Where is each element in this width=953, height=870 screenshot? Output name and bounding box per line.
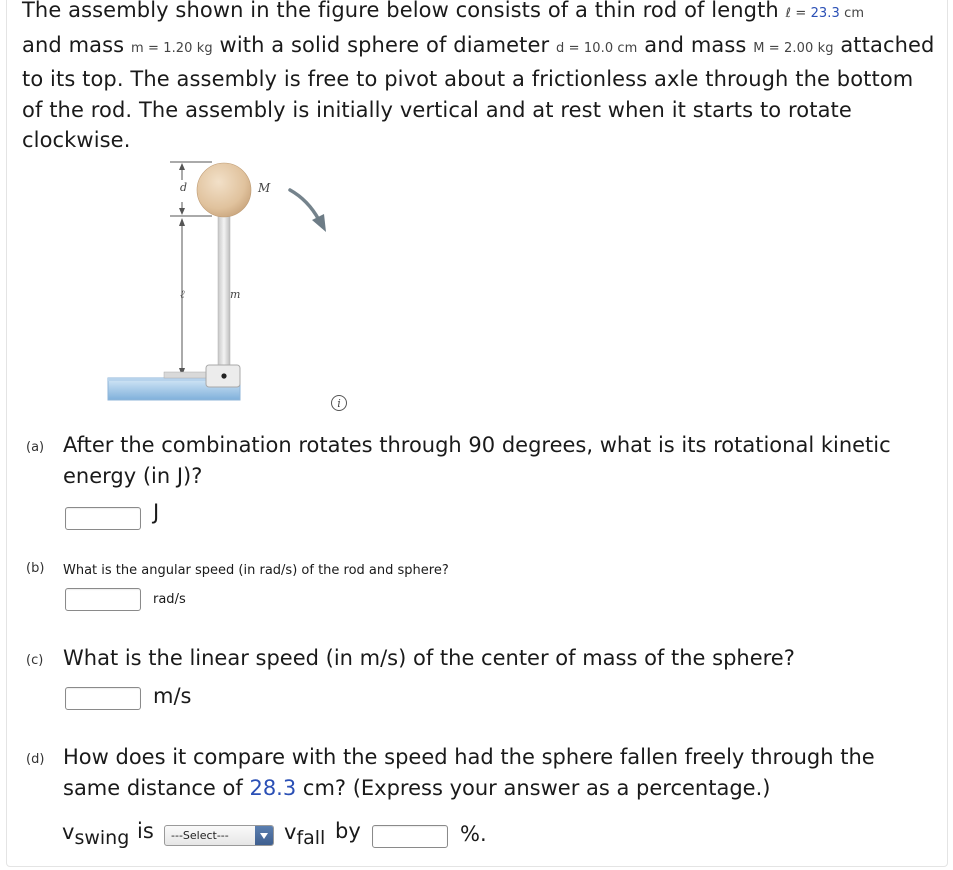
part-a-label: (a) bbox=[26, 440, 45, 455]
length-value: ℓ = 23.3 cm bbox=[785, 6, 865, 21]
rod bbox=[218, 210, 230, 370]
axle bbox=[221, 373, 226, 378]
part-a-question: After the combination rotates through 90 degrees, what is its rotational kinetic energy (in J)? bbox=[63, 433, 891, 488]
distance-value: 28.3 bbox=[249, 776, 297, 800]
label-l: ℓ bbox=[180, 288, 185, 301]
label-M: M bbox=[258, 181, 271, 195]
select-value: ---Select--- bbox=[171, 829, 229, 842]
part-a-answer-input[interactable] bbox=[65, 507, 141, 530]
svg-text:i: i bbox=[337, 397, 341, 410]
pivot-base bbox=[164, 372, 208, 378]
intro-text-1: The assembly shown in the figure below consists of a thin rod of length bbox=[22, 0, 779, 22]
v-fall-symbol: $v_{fall}$ bbox=[284, 820, 326, 849]
part-c-label: (c) bbox=[26, 653, 44, 668]
is-text: is bbox=[137, 819, 154, 843]
label-m: m bbox=[230, 288, 241, 301]
sphere-mass-value: M = 2.00 kg bbox=[753, 40, 834, 56]
part-b-answer-input[interactable] bbox=[65, 588, 141, 611]
part-c-unit: m/s bbox=[153, 684, 192, 708]
by-text: by bbox=[335, 819, 361, 843]
chevron-down-icon bbox=[255, 826, 273, 845]
part-a-unit: J bbox=[153, 500, 160, 524]
v-swing-symbol: $v_{swing}$ bbox=[62, 820, 130, 849]
intro-text-5: attached to its top. The assembly is free to pivot about a frictionless axle through the bottom of the rod. The assembly is initially vertical and at rest when it starts to rotate clockwise. bbox=[22, 32, 935, 152]
part-d-question: How does it compare with the speed had the sphere fallen freely through the same distance of 28.3 cm? (Express your answer as a percentage.) bbox=[63, 745, 875, 800]
part-b-label: (b) bbox=[26, 561, 45, 576]
part-c-answer-input[interactable] bbox=[65, 687, 141, 710]
part-d-label: (d) bbox=[26, 752, 45, 767]
rod-mass-value: m = 1.20 kg bbox=[130, 40, 213, 56]
label-d: d bbox=[180, 181, 188, 194]
part-b-unit: rad/s bbox=[153, 592, 186, 607]
part-d-answer-input[interactable] bbox=[372, 825, 448, 848]
rod-sphere-figure bbox=[100, 150, 360, 420]
diameter-value: d = 10.0 cm bbox=[556, 40, 638, 56]
intro-text-2: and mass bbox=[22, 32, 125, 57]
part-c-question: What is the linear speed (in m/s) of the center of mass of the sphere? bbox=[63, 646, 795, 670]
info-icon[interactable] bbox=[330, 394, 348, 412]
part-d-unit: %. bbox=[460, 822, 487, 846]
intro-text-3: with a solid sphere of diameter bbox=[219, 32, 550, 57]
rotation-arrow bbox=[290, 190, 319, 220]
sphere bbox=[197, 163, 251, 217]
comparison-select[interactable] bbox=[164, 825, 274, 846]
intro-text-4: and mass bbox=[644, 32, 747, 57]
problem-statement bbox=[22, 0, 937, 156]
part-b-question: What is the angular speed (in rad/s) of the rod and sphere? bbox=[63, 563, 449, 578]
